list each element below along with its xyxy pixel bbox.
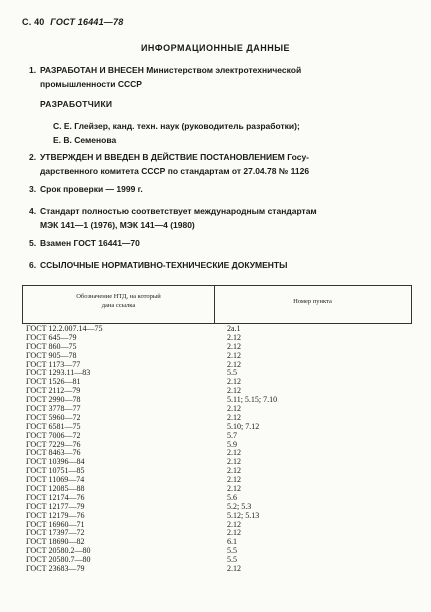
document-reference: ГОСТ 1173—77 [26,359,81,369]
document-reference: ГОСТ 7229—76 [26,439,81,449]
standard-code: ГОСТ 16441—78 [50,17,124,27]
document-reference: ГОСТ 18690—82 [26,537,85,547]
clause-number: 2.12 [227,564,241,574]
document-reference: ГОСТ 2112—79 [26,386,81,396]
table-row [26,369,406,378]
clause-number: 2.12 [227,528,241,538]
document-reference: ГОСТ 2990—78 [26,395,81,405]
table-row [26,378,406,387]
references-table-body [26,325,406,574]
document-reference: ГОСТ 905—78 [26,350,77,360]
developers-heading: РАЗРАБОТЧИКИ [40,99,113,109]
column-header-document: Обозначение НТД, на который дана ссылка [76,293,161,309]
clause-number: 2.12 [227,457,241,467]
document-reference: ГОСТ 1526—81 [26,377,81,387]
document-reference: ГОСТ 6581—75 [26,421,81,431]
developer-line: Е. В. Семенова [53,135,117,145]
clause-number: 6.1 [227,537,237,547]
clause-number: 5.5 [227,368,237,378]
document-title: ИНФОРМАЦИОННЫЕ ДАННЫЕ [140,43,291,53]
info-item-text: ССЫЛОЧНЫЕ НОРМАТИВНО-ТЕХНИЧЕСКИЕ ДОКУМЕНТЫ [40,260,288,270]
document-reference: ГОСТ 12177—79 [26,501,85,511]
clause-number: 5.12; 5.13 [227,510,260,520]
document-reference: ГОСТ 3778—77 [26,404,81,414]
clause-number: 2.12 [227,448,241,458]
clause-number: 5.7 [227,430,237,440]
table-row [26,405,406,414]
info-item-continuation: промышленности СССР [40,79,142,89]
clause-number: 2.12 [227,350,241,360]
clause-number: 5.9 [227,439,237,449]
info-item-continuation: дарственного комитета СССР по стандартам от 27.04.78 № 1126 [40,166,310,176]
clause-number: 5.6 [227,492,237,502]
clause-number: 5.5 [227,546,237,556]
table-row [26,387,406,396]
clause-number: 5.5 [227,555,237,565]
document-reference: ГОСТ 20580.2—80 [26,546,91,556]
clause-number: 2.12 [227,484,241,494]
table-row [26,343,406,352]
table-row [26,565,406,574]
table-row [26,352,406,361]
developers-list [53,119,403,147]
document-reference: ГОСТ 12.2.007.14—75 [26,324,103,333]
document-reference: ГОСТ 645—79 [26,332,77,342]
page-header [22,17,123,27]
page-number: С. 40 [22,17,45,27]
document-reference: ГОСТ 12085—88 [26,484,85,494]
table-row [26,423,406,432]
column-header-clause: Номер пункта [293,298,332,305]
document-reference: ГОСТ 8463—76 [26,448,81,458]
clause-number: 2.12 [227,519,241,529]
info-item-continuation: МЭК 141—1 (1976), МЭК 141—4 (1980) [40,220,195,230]
info-item-text: Стандарт полностью соответствует международным стандартам [40,206,317,216]
info-item-4: 4. Стандарт полностью соответствует международным стандартам МЭК 141—1 (1976), МЭК 141—4 (1980) [29,206,317,230]
clause-number: 5.2; 5.3 [227,501,252,511]
clause-number: 2.12 [227,404,241,414]
references-table-header [22,285,412,324]
info-item-5: 5. Взамен ГОСТ 16441—70 [29,238,140,248]
info-item-text: УТВЕРЖДЕН И ВВЕДЕН В ДЕЙСТВИЕ ПОСТАНОВЛЕНИЕМ Госу- [40,152,309,162]
table-row [26,396,406,405]
document-reference: ГОСТ 10396—84 [26,457,85,467]
info-item-6: 6. ССЫЛОЧНЫЕ НОРМАТИВНО-ТЕХНИЧЕСКИЕ ДОКУМЕНТЫ [29,260,288,270]
document-reference: ГОСТ 16960—71 [26,519,85,529]
document-reference: ГОСТ 10751—85 [26,466,85,476]
clause-number: 2.12 [227,386,241,396]
info-item-text: Взамен ГОСТ 16441—70 [40,238,140,248]
clause-number: 2а.1 [227,324,241,333]
table-row [26,414,406,423]
clause-number: 2.12 [227,377,241,387]
document-reference: ГОСТ 17397—72 [26,528,85,538]
document-reference: ГОСТ 7006—72 [26,430,81,440]
clause-number: 5.10; 7.12 [227,421,260,431]
table-row [26,432,406,441]
clause-number: 2.12 [227,332,241,342]
document-reference: ГОСТ 1293.11—83 [26,368,91,378]
document-reference: ГОСТ 12174—76 [26,492,85,502]
document-reference: ГОСТ 20580.7—80 [26,555,91,565]
table-row [26,334,406,343]
info-item-1: 1. РАЗРАБОТАН И ВНЕСЕН Министерством электротехнической промышленности СССР [29,65,302,89]
info-item-2: 2. УТВЕРЖДЕН И ВВЕДЕН В ДЕЙСТВИЕ ПОСТАНОВЛЕНИЕМ Госу- дарственного комитета СССР по стандартам от 27.04.78 № 1126 [29,152,310,176]
info-item-text: РАЗРАБОТАН И ВНЕСЕН Министерством электротехнической [40,65,302,75]
document-reference: ГОСТ 12179—76 [26,510,85,520]
document-reference: ГОСТ 860—75 [26,341,77,351]
document-reference: ГОСТ 11069—74 [26,475,85,485]
clause-number: 2.12 [227,412,241,422]
info-item-text: Срок проверки — 1999 г. [40,184,143,194]
clause-number: 2.12 [227,359,241,369]
table-row [26,441,406,450]
clause-number: 2.12 [227,341,241,351]
document-reference: ГОСТ 23683—79 [26,564,85,574]
clause-number: 2.12 [227,466,241,476]
info-item-3: 3. Срок проверки — 1999 г. [29,184,143,194]
developer-line: С. Е. Глейзер, канд. техн. наук (руководитель разработки); [53,121,300,131]
clause-number: 2.12 [227,475,241,485]
document-reference: ГОСТ 5960—72 [26,412,81,422]
clause-number: 5.11; 5.15; 7.10 [227,395,278,405]
table-row [26,325,406,334]
